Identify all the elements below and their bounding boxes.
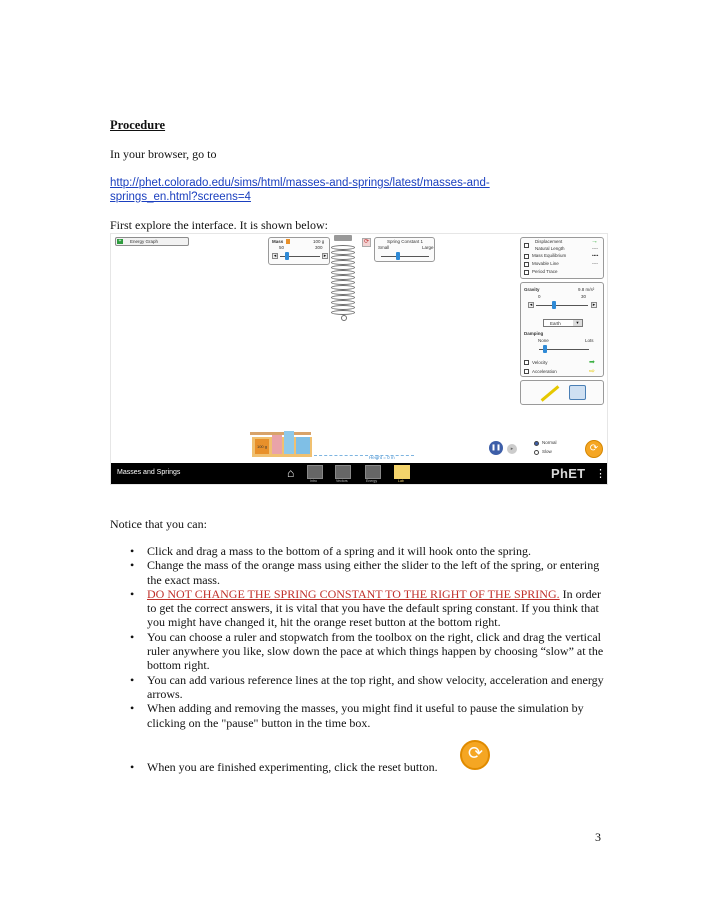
- mass-value: 100 g: [313, 239, 325, 244]
- explore-text: First explore the interface. It is shown below:: [110, 218, 328, 232]
- gravity-value: 9.8 m/s²: [578, 287, 595, 292]
- page-number: 3: [595, 830, 601, 844]
- red-mass[interactable]: [272, 435, 282, 454]
- mass-slider-thumb[interactable]: [285, 252, 289, 260]
- screen-energy[interactable]: [365, 465, 381, 483]
- phet-link-line1[interactable]: http://phet.colorado.edu/sims/html/masses-and-springs/latest/masses-and-: [110, 177, 490, 189]
- gravity-slider-thumb[interactable]: [552, 301, 556, 309]
- velocity-label: Velocity: [532, 360, 548, 365]
- last-list-item: [130, 760, 438, 775]
- mass-decrement[interactable]: ◂: [273, 253, 277, 259]
- mass-label: Mass: [272, 239, 284, 244]
- movable-line-checkbox[interactable]: [524, 262, 529, 267]
- spring[interactable]: [331, 245, 357, 321]
- damping-slider-thumb[interactable]: [543, 345, 547, 353]
- mass-icon: [286, 239, 290, 244]
- height-label: Height = 0 m: [369, 455, 395, 460]
- intro-text: In your browser, go to: [110, 147, 217, 161]
- option-movable-line: Movable Line: [532, 261, 559, 266]
- screen-intro-icon: [307, 465, 323, 479]
- displacement-arrow-icon: →: [591, 238, 598, 245]
- pause-button[interactable]: ❚❚: [489, 441, 503, 455]
- bullet-text: In order to get the correct answers, it is vital that you have the default spring constant. If you think that you might have changed it, hit the orange reset button at the bottom right.: [147, 586, 601, 630]
- acceleration-arrow-icon: ⇨: [589, 368, 595, 375]
- bullet-text: Change the mass of the orange mass using either the slider to the left of the spring, or entering the exact mass.: [147, 558, 600, 587]
- spring-hanger: [334, 235, 352, 241]
- bullet-text: Click and drag a mass to the bottom of a spring and it will hook onto the spring.: [147, 544, 531, 558]
- screen-lab-icon: [394, 465, 410, 479]
- normal-radio[interactable]: [534, 441, 539, 446]
- menu-icon[interactable]: ⋮: [595, 468, 606, 480]
- damping-none: None: [538, 338, 549, 343]
- screen-lab-label: Lab: [398, 479, 404, 483]
- reference-lines-panel: [520, 237, 604, 279]
- home-icon[interactable]: ⌂: [287, 466, 295, 480]
- sim-navbar: [111, 463, 607, 484]
- speed-normal-label: Normal: [542, 440, 557, 445]
- plus-icon: +: [118, 238, 122, 244]
- reset-button-icon: ⟳: [460, 740, 490, 770]
- screen-lab[interactable]: [394, 465, 410, 483]
- slow-radio[interactable]: [534, 450, 539, 455]
- list-item: [130, 544, 608, 558]
- screen-energy-label: Energy: [366, 479, 378, 483]
- gravity-label: Gravity: [524, 287, 540, 292]
- planet-dropdown[interactable]: [543, 319, 583, 327]
- planet-value: Earth: [550, 321, 561, 326]
- list-item: [130, 558, 608, 587]
- phet-link[interactable]: [110, 176, 530, 204]
- notice-text: Notice that you can:: [110, 517, 207, 531]
- screen-vectors-icon: [335, 465, 351, 479]
- mass-panel: [268, 237, 330, 265]
- mass-min: 50: [279, 245, 285, 250]
- damping-label: Damping: [524, 331, 544, 336]
- bullet-list: [130, 544, 608, 730]
- list-item: [130, 673, 608, 702]
- spring-reset-icon[interactable]: ⟳: [363, 239, 370, 245]
- toolbox-panel: [520, 380, 604, 405]
- gravity-slider-track[interactable]: [536, 305, 588, 306]
- list-item: [130, 630, 608, 673]
- energy-graph-label: Energy Graph: [130, 239, 159, 244]
- teal-mass[interactable]: [296, 437, 310, 454]
- app-title: Masses and Springs: [117, 469, 181, 476]
- screen-intro-label: Intro: [310, 479, 318, 483]
- chevron-down-icon: ▼: [573, 320, 582, 326]
- ruler-icon[interactable]: [541, 385, 560, 401]
- gravity-max: 30: [581, 294, 587, 299]
- blue-mass[interactable]: [284, 431, 294, 454]
- speed-slow-label: Slow: [542, 449, 552, 454]
- orange-mass[interactable]: [255, 439, 269, 454]
- gravity-min: 0: [538, 294, 541, 299]
- phet-logo[interactable]: PhET: [551, 466, 586, 481]
- orange-mass-tag: 100 g: [256, 444, 267, 449]
- phet-link-line2[interactable]: springs_en.html?screens=4: [110, 191, 251, 203]
- option-natural-length: Natural Length: [535, 246, 565, 251]
- spring-constant-label: Spring Constant 1: [387, 239, 424, 244]
- movable-line-icon: ----: [592, 261, 598, 266]
- mass-equilibrium-checkbox[interactable]: [524, 254, 529, 259]
- bullet-text: You can choose a ruler and stopwatch from the toolbox on the right, click and drag the vertical ruler anywhere you like, slow down the pace at which things happen by choosing “slow” at the bottom right.: [147, 629, 604, 673]
- stopwatch-icon[interactable]: [569, 385, 586, 400]
- velocity-arrow-icon: ➡: [589, 359, 595, 366]
- list-item: [130, 701, 608, 730]
- displacement-checkbox[interactable]: [524, 243, 529, 248]
- option-mass-equilibrium: Mass Equilibrium: [532, 253, 567, 258]
- gravity-decrement[interactable]: ◂: [529, 302, 533, 308]
- mass-equilibrium-line-icon: ••••: [592, 253, 599, 258]
- reset-all-button[interactable]: ⟳: [585, 440, 603, 458]
- procedure-heading: Procedure: [110, 118, 166, 132]
- damping-lots: Lots: [585, 338, 594, 343]
- screen-vectors[interactable]: [335, 465, 351, 483]
- gravity-increment[interactable]: ▸: [592, 302, 596, 308]
- bullet-text: When adding and removing the masses, you might find it useful to pause the simulation by clicking on the "pause" button in the time box.: [147, 701, 584, 730]
- sim-screenshot: [110, 233, 608, 485]
- natural-length-line-icon: ----: [592, 246, 598, 251]
- spring-constant-panel: [374, 237, 435, 262]
- gravity-damping-panel: [520, 282, 604, 377]
- screen-energy-icon: [365, 465, 381, 479]
- last-bullet-text: When you are finished experimenting, click the reset button.: [147, 760, 438, 774]
- spring-constant-warning: DO NOT CHANGE THE SPRING CONSTANT TO THE RIGHT OF THE SPRING.: [147, 586, 560, 601]
- bullet-dot: •: [130, 760, 135, 774]
- screen-intro[interactable]: [307, 465, 323, 483]
- mass-max: 300: [315, 245, 323, 250]
- list-item: [130, 587, 608, 630]
- period-trace-checkbox[interactable]: [524, 270, 529, 275]
- bullet-text: You can add various reference lines at the top right, and show velocity, acceleration and energy arrows.: [147, 672, 604, 701]
- spring-large-label: Large: [422, 245, 434, 250]
- option-displacement: Displacement: [535, 239, 563, 244]
- spring-small-label: Small: [378, 245, 390, 250]
- height-line: [314, 455, 414, 456]
- acceleration-label: Acceleration: [532, 369, 557, 374]
- energy-graph-button[interactable]: [115, 237, 189, 246]
- screen-vectors-label: Vectors: [336, 479, 348, 483]
- step-button[interactable]: ▸: [507, 444, 517, 454]
- spring-constant-track[interactable]: [381, 256, 429, 257]
- velocity-checkbox[interactable]: [524, 360, 529, 365]
- option-period-trace: Period Trace: [532, 269, 558, 274]
- spring-constant-thumb[interactable]: [396, 252, 400, 260]
- mass-increment[interactable]: ▸: [323, 253, 327, 259]
- acceleration-checkbox[interactable]: [524, 369, 529, 374]
